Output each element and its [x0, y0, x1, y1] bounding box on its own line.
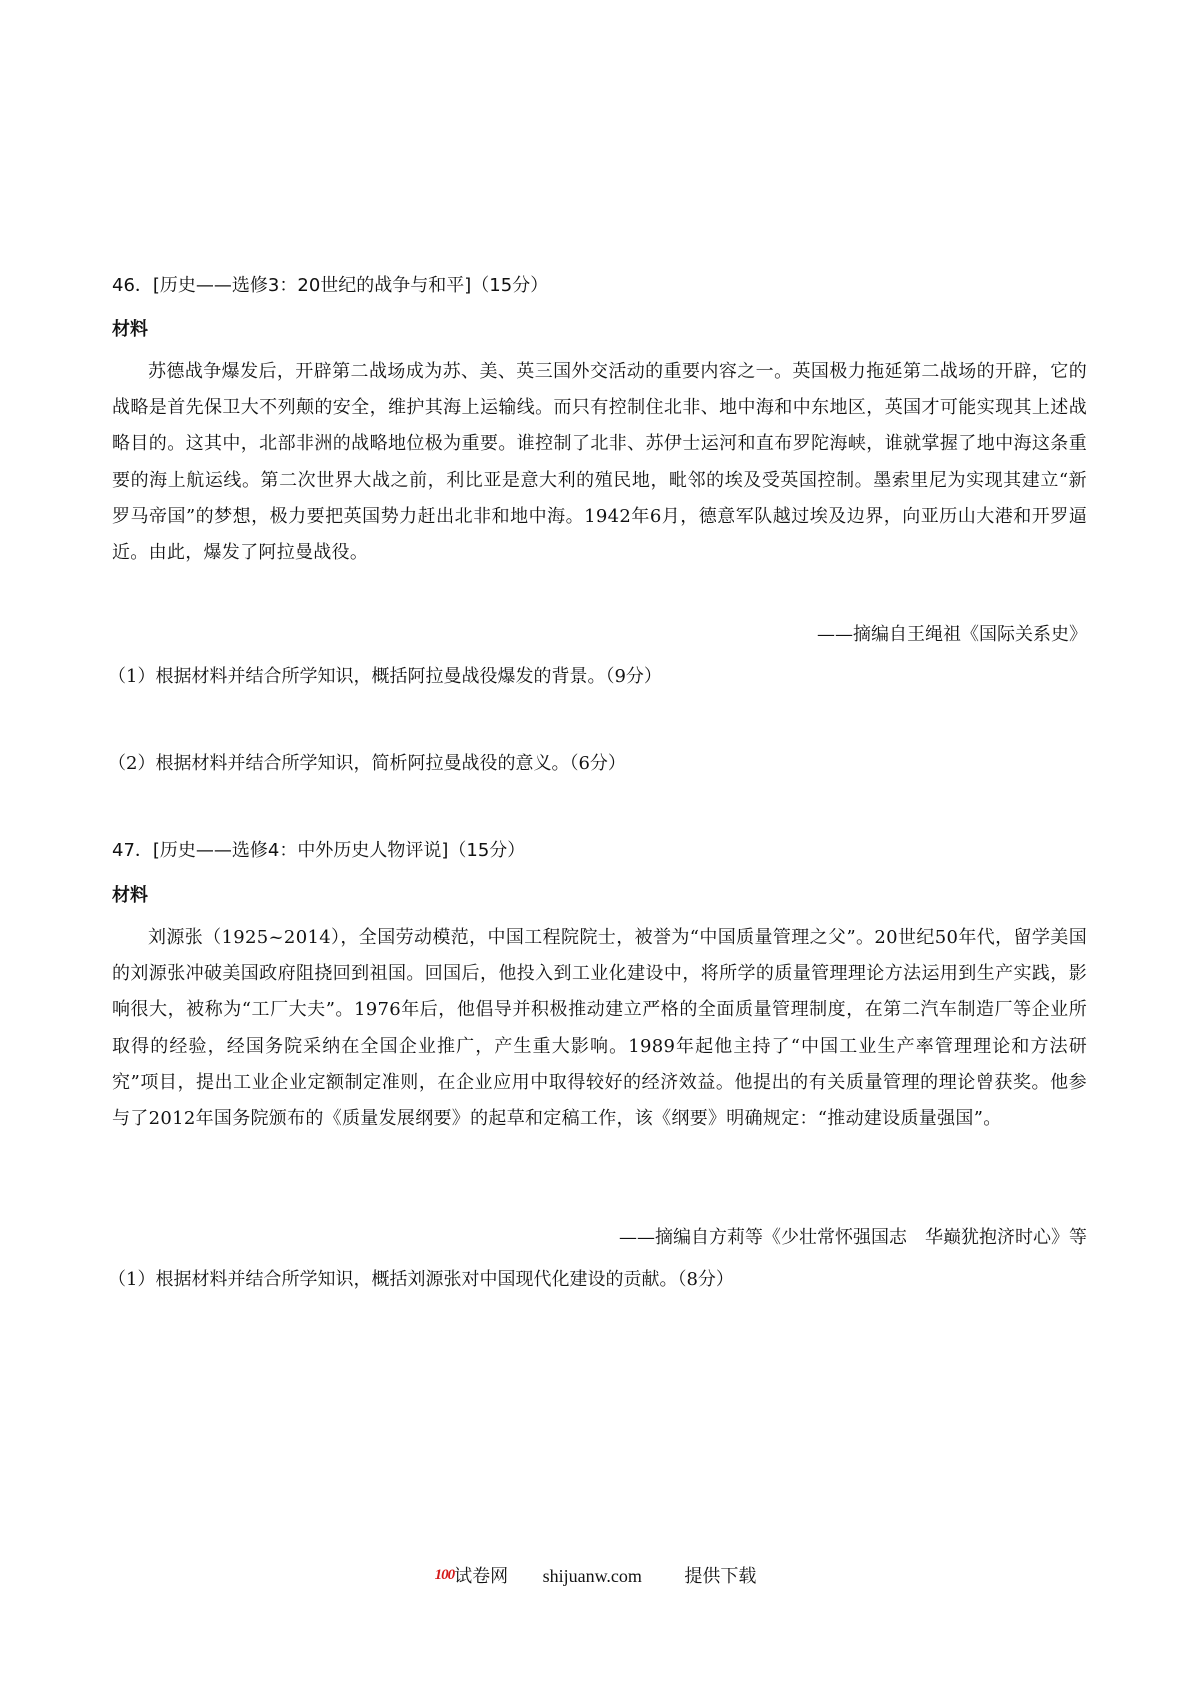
q46-material-label: 材料	[112, 319, 148, 340]
logo-text: 试卷网	[454, 1566, 509, 1586]
q47-heading: 47．[历史——选修4：中外历史人物评说]（15分）	[112, 840, 526, 861]
q46-heading: 46．[历史——选修3：20世纪的战争与和平]（15分）	[112, 275, 549, 296]
q46-question-2: （2）根据材料并结合所学知识，简析阿拉曼战役的意义。（6分）	[108, 753, 626, 774]
q46-question-1: （1）根据材料并结合所学知识，概括阿拉曼战役爆发的背景。（9分）	[108, 666, 662, 687]
q46-source: ——摘编自王绳祖《国际关系史》	[817, 624, 1087, 645]
q47-material-label: 材料	[112, 885, 148, 906]
q47-source: ——摘编自方莉等《少壮常怀强国志 华巅犹抱济时心》等	[619, 1227, 1087, 1248]
site-url: shijuanw.com	[542, 1566, 642, 1586]
download-note: 提供下载	[684, 1566, 757, 1586]
logo-number: 100	[434, 1567, 455, 1583]
site-logo	[435, 1563, 509, 1588]
q47-question-1: （1）根据材料并结合所学知识，概括刘源张对中国现代化建设的贡献。（8分）	[108, 1269, 734, 1290]
q46-material-paragraph: 苏德战争爆发后，开辟第二战场成为苏、美、英三国外交活动的重要内容之一。英国极力拖延第二战场的开辟，它的战略是首先保卫大不列颠的安全，维护其海上运输线。而只有控制住北非、地中海和中东地区，英国才可能实现其上述战略目的。这其中，北部非洲的战略地位极为重要。谁控制了北非、苏伊士运河和直布罗陀海峡，谁就掌握了地中海这条重要的海上航运线。第二次世界大战之前，利比亚是意大利的殖民地，毗邻的埃及受英国控制。墨索里尼为实现其建立“新罗马帝国”的梦想，极力要把英国势力赶出北非和地中海。1942年6月，德意军队越过埃及边界，向亚历山大港和开罗逼近。由此，爆发了阿拉曼战役。	[112, 361, 1087, 564]
q47-material-paragraph: 刘源张（1925~2014），全国劳动模范，中国工程院院士，被誉为“中国质量管理之父”。20世纪50年代，留学美国的刘源张冲破美国政府阻挠回到祖国。回国后，他投入到工业化建设中，将所学的质量管理理论方法运用到生产实践，影响很大，被称为“工厂大夫”。1976年后，他倡导并积极推动建立严格的全面质量管理制度，在第二汽车制造厂等企业所取得的经验，经国务院采纳在全国企业推广，产生重大影响。1989年起他主持了“中国工业生产率管理理论和方法研究”项目，提出工业企业定额制定准则，在企业应用中取得较好的经济效益。他提出的有关质量管理的理论曾获奖。他参与了2012年国务院颁布的《质量发展纲要》的起草和定稿工作，该《纲要》明确规定：“推动建设质量强国”。	[112, 927, 1087, 1130]
page-footer	[0, 1563, 1191, 1588]
